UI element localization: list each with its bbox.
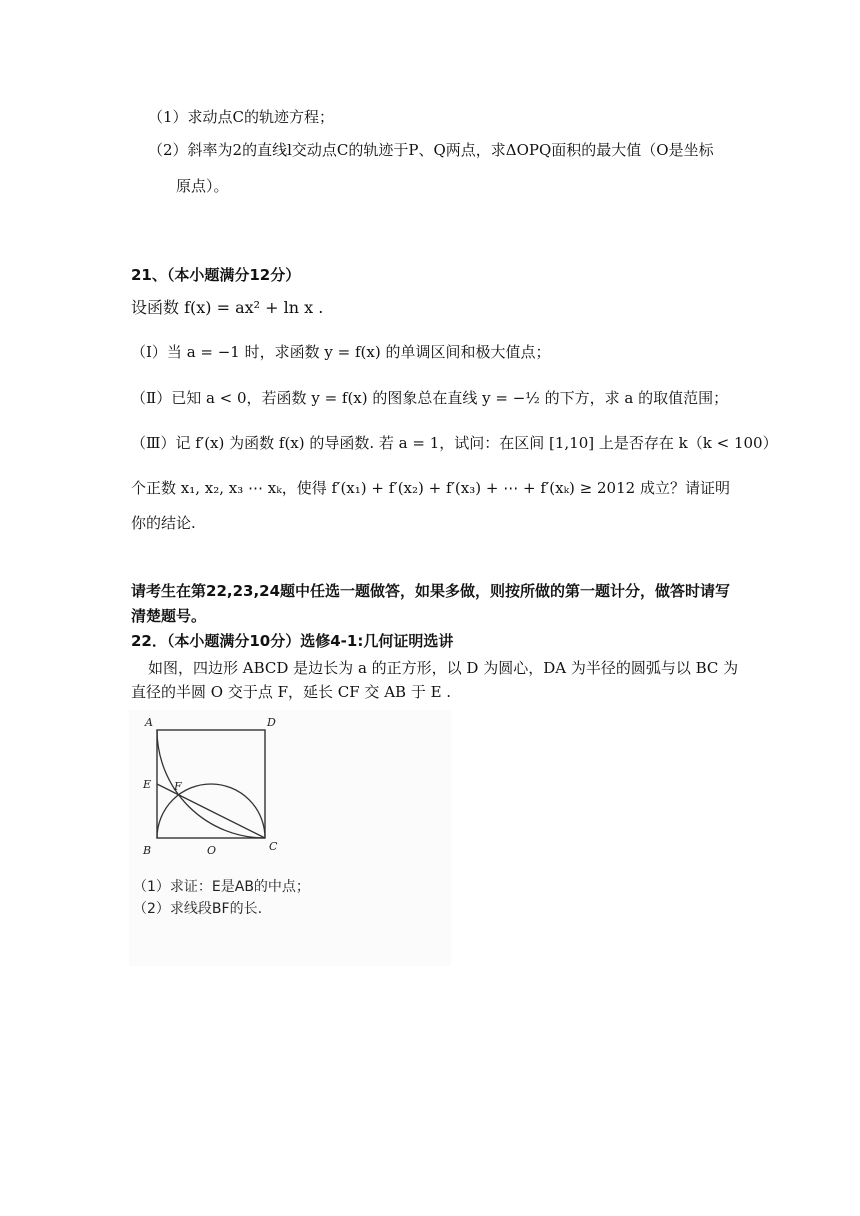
problem20-part2: （2）斜率为2的直线l交动点C的轨迹于P、Q两点，求ΔOPQ面积的最大值（O是坐标	[148, 141, 714, 159]
problem21-part3-line3: 你的结论.	[131, 514, 196, 532]
geometry-figure	[129, 710, 451, 966]
problem22-heading: 22．（本小题满分10分）选修4-1:几何证明选讲	[131, 632, 454, 650]
problem21-part3-line2: 个正数 x₁, x₂, x₃ ⋯ xₖ，使得 f′(x₁) + f′(x₂) + f′(x₃) + ⋯ + f′(xₖ) ≥ 2012 成立？请证明	[131, 479, 730, 497]
figure-question2: （2）求线段BF的长.	[133, 901, 263, 917]
figure-question1: （1）求证：E是AB的中点；	[133, 879, 310, 895]
problem21-heading: 21、（本小题满分12分）	[131, 266, 301, 284]
label-d: D	[267, 716, 276, 729]
label-a: A	[145, 716, 153, 729]
problem21-part1: （Ⅰ）当 a = −1 时，求函数 y = f(x) 的单调区间和极大值点；	[131, 343, 551, 361]
instruction-line1: 请考生在第22,23,24题中任选一题做答，如果多做，则按所做的第一题计分，做答时请写	[131, 582, 731, 600]
problem20-part1: （1）求动点C的轨迹方程；	[148, 108, 335, 126]
instruction-line2: 清楚题号。	[131, 607, 207, 625]
label-b: B	[143, 844, 152, 857]
label-f: F	[174, 780, 182, 793]
label-c: C	[269, 840, 278, 853]
problem22-text-line1: 如图，四边形 ABCD 是边长为 a 的正方形，以 D 为圆心，DA 为半径的圆弧与以 BC 为	[148, 659, 739, 677]
problem21-part2: （Ⅱ）已知 a < 0，若函数 y = f(x) 的图象总在直线 y = −½ 的下方，求 a 的取值范围；	[131, 389, 729, 407]
label-o: O	[207, 844, 217, 857]
problem22-text-line2: 直径的半圆 O 交于点 F，延长 CF 交 AB 于 E .	[131, 683, 452, 701]
problem20-part2-cont: 原点）。	[176, 177, 229, 195]
square-semicircle-diagram	[129, 710, 451, 870]
label-e: E	[143, 778, 152, 791]
problem21-function: 设函数 f(x) = ax² + ln x .	[131, 298, 324, 317]
problem21-part3-line1: （Ⅲ）记 f′(x) 为函数 f(x) 的导函数. 若 a = 1，试问：在区间 [1,10] 上是否存在 k（k < 100）	[131, 434, 778, 452]
